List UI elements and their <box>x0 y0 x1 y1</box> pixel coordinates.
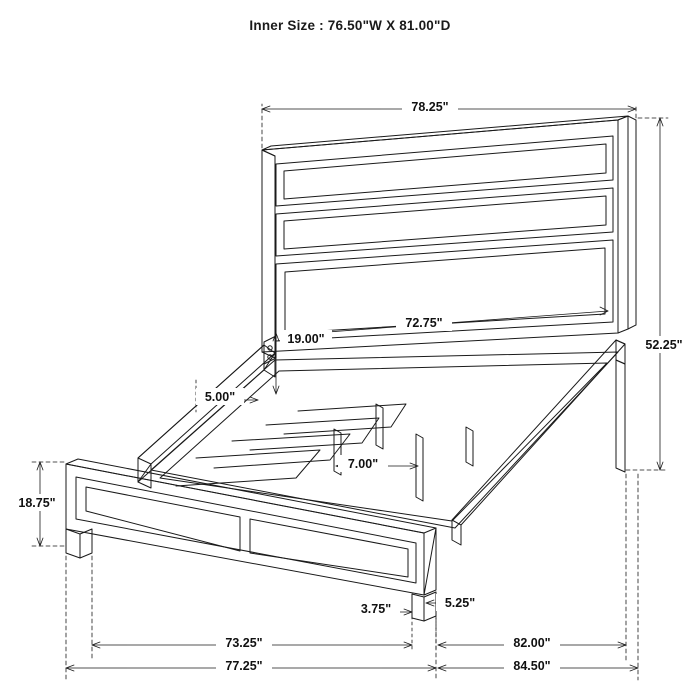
dim-inner-length: 73.25" <box>225 636 263 650</box>
dim-depth-outer: 84.50" <box>513 659 551 673</box>
dim-outer-length-lower: 77.25" <box>225 659 263 673</box>
dim-top-width: 78.25" <box>411 100 449 114</box>
dim-rail-to-floor: 19.00" <box>287 332 325 346</box>
dimension-lines <box>32 104 668 680</box>
dim-right-height: 52.25" <box>645 338 683 352</box>
bed-frame-rails <box>138 336 625 545</box>
dim-slat-spacing: 7.00" <box>347 457 379 471</box>
dim-foot-post-offset: 5.25" <box>444 596 476 610</box>
dimension-labels <box>10 98 692 674</box>
dim-footboard-height: 18.75" <box>18 496 56 510</box>
dim-foot-leg-offset: 3.75" <box>360 602 392 616</box>
dim-headboard-panel-width: 72.75" <box>405 316 443 330</box>
footboard-outline <box>66 459 436 621</box>
dim-rail-thickness: 5.00" <box>204 390 236 404</box>
page-title: Inner Size : 76.50"W X 81.00"D <box>249 18 451 33</box>
dim-depth-inner: 82.00" <box>513 636 551 650</box>
